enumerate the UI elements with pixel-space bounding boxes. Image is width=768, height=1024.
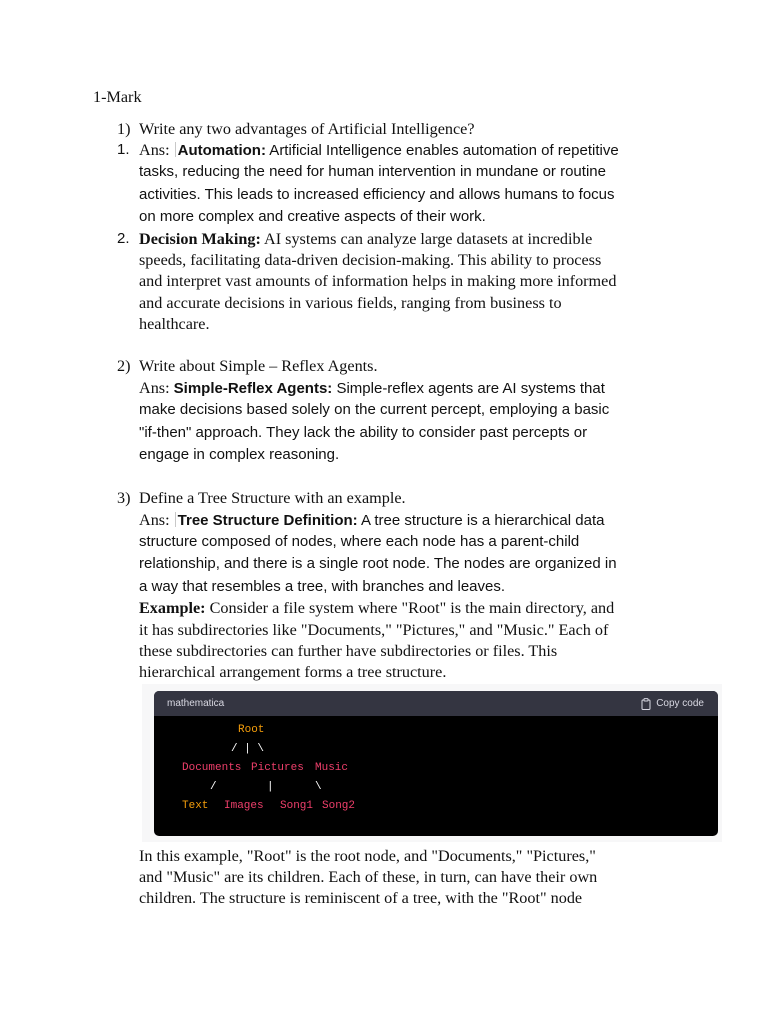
question-2-text: Write about Simple – Reflex Agents. (139, 357, 378, 375)
code-block-frame (142, 684, 722, 842)
code-pictures: Pictures (251, 762, 304, 774)
question-3-text: Define a Tree Structure with an example. (139, 489, 406, 507)
example-line-3: these subdirectories can further have subdirectories or files. This (139, 642, 558, 660)
q2-answer-line-1 (139, 377, 605, 399)
question-2-number: 2) (117, 357, 131, 375)
q3-answer-text: A tree structure is a hierarchical data (357, 512, 605, 529)
ans-prefix: Ans: (139, 379, 174, 397)
tree-structure-term: Tree Structure Definition: (177, 512, 358, 529)
q3-answer-line-1 (139, 509, 604, 531)
question-1-number: 1) (117, 120, 131, 138)
copy-code-button[interactable] (641, 691, 704, 716)
after-code-line-2: and "Music" are its children. Each of these, in turn, can have their own (139, 868, 598, 886)
section-heading: 1-Mark (93, 88, 142, 106)
ans-prefix: Ans: (139, 511, 174, 529)
code-documents: Documents (182, 762, 242, 774)
q2-answer-text: Simple-reflex agents are AI systems that (332, 380, 605, 397)
q2-answer-line-4: engage in complex reasoning. (139, 446, 340, 463)
code-branch-middle: | (267, 781, 274, 793)
example-line-1 (139, 597, 614, 619)
answer-2-number: 2. (117, 230, 130, 247)
answer-2-line-4: and accurate decisions in various fields, ranging from business to (139, 294, 562, 312)
text-cursor-mark (175, 142, 176, 157)
simple-reflex-term: Simple-Reflex Agents: (173, 380, 333, 397)
code-text: Text (182, 800, 209, 812)
answer-2-line-3: and interpret vast amounts of information helps in making more informed (139, 272, 617, 290)
code-branch-right: \ (315, 781, 322, 793)
code-images: Images (224, 800, 264, 812)
code-branches-1: / | \ (231, 743, 265, 755)
code-language-label: mathematica (167, 698, 225, 709)
answer-1-line-4: on more complex and creative aspects of their work. (139, 208, 486, 225)
ans-prefix: Ans: (139, 141, 174, 159)
code-block-header (154, 691, 718, 716)
q3-answer-line-3: relationship, and there is a single root node. The nodes are organized in (139, 555, 617, 572)
answer-1-number: 1. (117, 141, 130, 158)
code-song2: Song2 (322, 800, 356, 812)
copy-code-label: Copy code (656, 698, 704, 709)
code-branch-left: / (210, 781, 217, 793)
question-3-number: 3) (117, 489, 131, 507)
example-term: Example: (139, 599, 206, 617)
decision-making-term: Decision Making: (139, 230, 261, 248)
clipboard-icon (641, 698, 651, 710)
answer-2-line-5: healthcare. (139, 315, 210, 333)
example-line-2: it has subdirectories like "Documents," "Pictures," and "Music." Each of (139, 621, 609, 639)
answer-1-line-2: tasks, reducing the need for human intervention in mundane or routine (139, 163, 606, 180)
automation-term: Automation: (177, 142, 266, 159)
code-root: Root (238, 724, 265, 736)
example-text: Consider a file system where "Root" is the main directory, and (205, 599, 615, 617)
q3-answer-line-4: a way that resembles a tree, with branches and leaves. (139, 578, 506, 595)
after-code-line-1: In this example, "Root" is the root node, and "Documents," "Pictures," (139, 847, 596, 865)
answer-2-line-2: speeds, facilitating data-driven decision-making. This ability to process (139, 251, 602, 269)
q2-answer-line-2: make decisions based solely on the current percept, employing a basic (139, 401, 610, 418)
answer-1-line-3: activities. This leads to increased efficiency and allows humans to focus (139, 186, 615, 203)
q2-answer-line-3: "if-then" approach. They lack the ability to consider past percepts or (139, 424, 588, 441)
after-code-line-3: children. The structure is reminiscent of a tree, with the "Root" node (139, 889, 583, 907)
question-1-text: Write any two advantages of Artificial Intelligence? (139, 120, 475, 138)
text-cursor-mark (175, 512, 176, 527)
q3-answer-line-2: structure composed of nodes, where each node has a parent-child (139, 533, 580, 550)
answer-2-text: AI systems can analyze large datasets at incredible (260, 230, 593, 248)
answer-1-line-1 (139, 139, 619, 161)
code-music: Music (315, 762, 349, 774)
code-block (154, 691, 718, 836)
answer-2-line-1 (139, 228, 592, 250)
answer-1-text: Artificial Intelligence enables automation of repetitive (265, 142, 619, 159)
example-line-4: hierarchical arrangement forms a tree structure. (139, 663, 447, 681)
code-song1: Song1 (280, 800, 314, 812)
